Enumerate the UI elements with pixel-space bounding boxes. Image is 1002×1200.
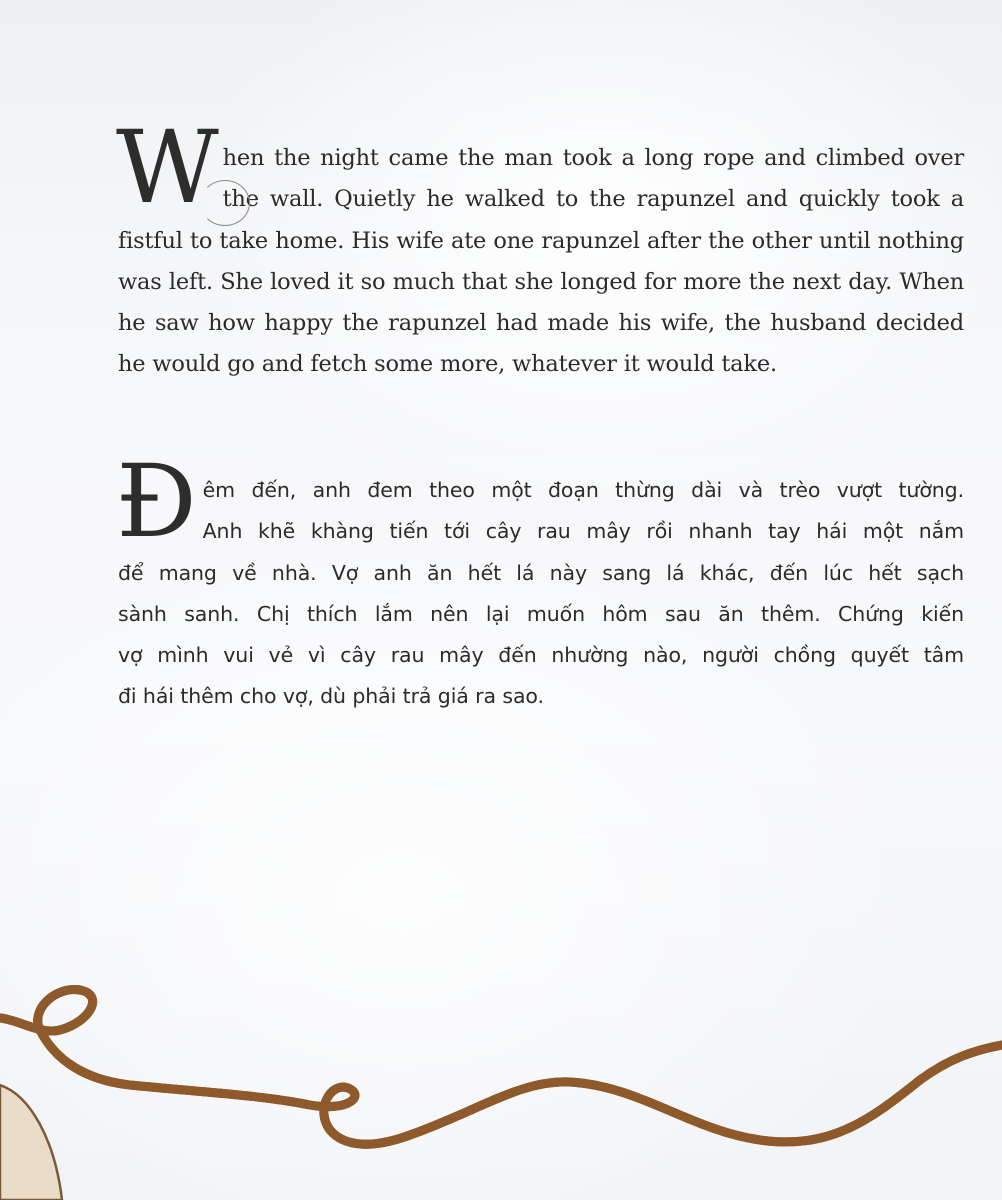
vietnamese-paragraph (116, 443, 964, 718)
english-paragraph (116, 109, 964, 386)
text-line: hen the night came the man took a long rope and climbed over (222, 145, 964, 171)
text-line: was left. She loved it so much that she longed for more the next day. When (118, 268, 964, 295)
text-line: đi hái thêm cho vợ, dù phải trả giá ra sao. (118, 684, 544, 709)
rope-illustration (0, 975, 1002, 1200)
drop-cap-w: W (116, 109, 219, 226)
text-line: êm đến, anh đem theo một đoạn thừng dài và trèo vượt tường. (202, 478, 964, 502)
text-line: Anh khẽ khàng tiến tới cây rau mây rồi nhanh tay hái một nắm (202, 519, 964, 544)
text-line: fistful to take home. His wife ate one rapunzel after the other until nothing (118, 227, 964, 254)
text-line: he saw how happy the rapunzel had made his wife, the husband decided (118, 310, 964, 337)
text-line: để mang về nhà. Vợ anh ăn hết lá này sang lá khác, đến lúc hết sạch (118, 560, 964, 585)
text-line: he would go and fetch some more, whatever it would take. (118, 351, 777, 378)
text-line: sành sanh. Chị thích lắm nên lại muốn hôm sau ăn thêm. Chứng kiến (118, 601, 964, 626)
text-line: the wall. Quietly he walked to the rapunzel and quickly took a (222, 186, 964, 213)
text-line: vợ mình vui vẻ vì cây rau mây đến nhường nào, người chồng quyết tâm (118, 643, 964, 668)
pen-circle-mark (200, 180, 250, 226)
drop-cap-d: Đ (116, 443, 197, 560)
